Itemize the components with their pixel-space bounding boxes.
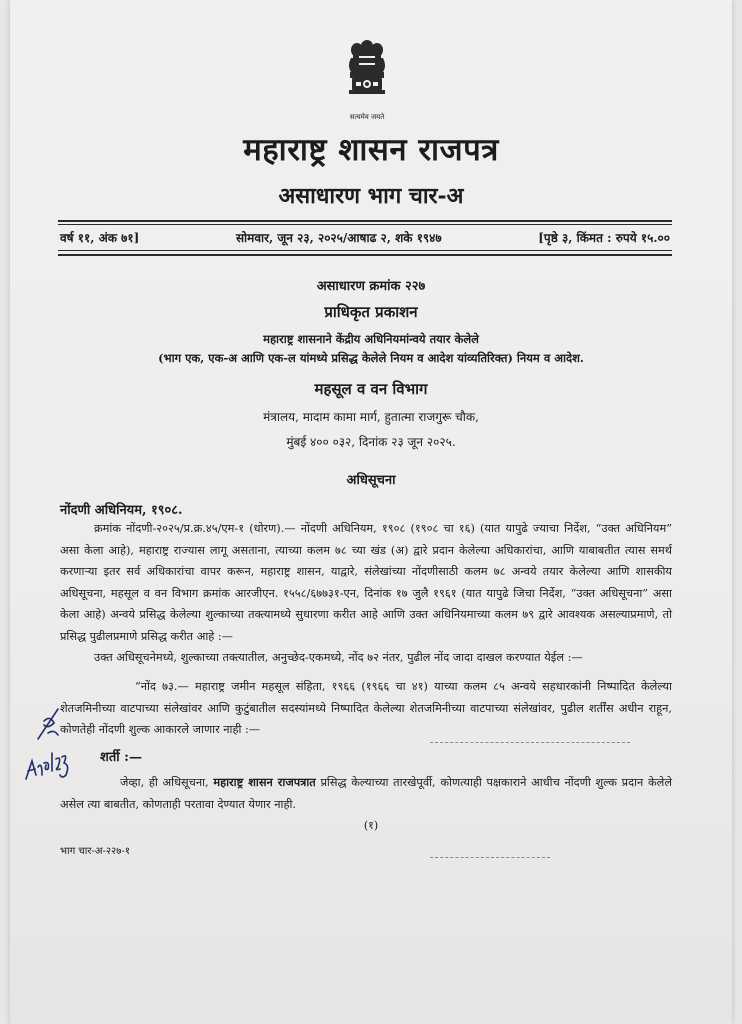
- entry-73-paragraph: “नोंद ७३.— महाराष्ट्र जमीन महसूल संहिता, १९६६ (१९६६ चा ४१) याच्या कलम ८५ अन्वये सहधारकांनी निष्पादित केलेल्या शेतजमिनीच्या वाटपाच्या संलेखांवर आणि कुटुंबातील सदस्यांमध्ये निष्पादित केलेल्या शेतजमिनीच्या वाटपाच्या संलेखांवर, पुढील शर्तींस अधीन राहून, कोणतेही नोंदणी शुल्क आकारले जाणार नाही :—: [60, 680, 672, 736]
- notification-paragraph-2: उक्त अधिसूचनेमध्ये, शुल्काच्या तक्त्यातील, अनुच्छेद-एकमध्ये, नोंद ७२ नंतर, पुढील नोंद जादा दाखल करण्यात येईल :—: [94, 651, 583, 664]
- act-title: नोंदणी अधिनियम, १९०८.: [60, 503, 183, 518]
- address-line-1: मंत्रालय, मादाम कामा मार्ग, हुतात्मा राजगुरू चौक,: [263, 410, 479, 424]
- gazette-name-bold: महाराष्ट्र शासन राजपत्रात: [213, 775, 316, 789]
- issue-price: [पृष्ठे ३, किंमत : रुपये १५.००: [538, 231, 670, 245]
- condition-text-b: प्रसिद्ध केल्याच्या तारखेपूर्वी, कोणत्याही पक्षकाराने आधीच नोंदणी शुल्क प्रदान केलेले असेल त्या बाबतीत, कोणताही परतावा देण्यात येणार नाही.: [60, 776, 672, 811]
- condition-text-a: जेव्हा, ही अधिसूचना,: [120, 776, 214, 789]
- header-rule-top: [58, 220, 672, 222]
- emblem-motto: सत्यमेव जयते: [349, 113, 385, 121]
- footer-code: भाग चार-अ-२२७-१: [60, 846, 131, 857]
- gazette-title: महाराष्ट्र शासन राजपत्र: [243, 132, 499, 168]
- state-emblem: [341, 36, 393, 128]
- ashoka-emblem-icon: [345, 36, 389, 112]
- issue-info-row: [60, 229, 670, 246]
- header-rule-bottom: [58, 254, 672, 256]
- header-rule-top-inner: [58, 224, 672, 225]
- header-rule-bottom-inner: [58, 250, 672, 251]
- conditions-heading: शर्ती :—: [100, 750, 142, 765]
- extraordinary-number: असाधारण क्रमांक २२७: [316, 279, 426, 294]
- scan-mark-1: [430, 742, 630, 743]
- page-number: (१): [363, 819, 379, 832]
- gazette-page: [10, 0, 732, 1024]
- notification-paragraph-1: क्रमांक नोंदणी-२०२५/प्र.क्र.४५/एम-१ (धोरण).— नोंदणी अधिनियम, १९०८ (१९०८ चा १६) (यात यापुढे ज्याचा निर्देश, “उक्त अधिनियम” असा केला आहे), महाराष्ट्र राज्यास लागू असताना, त्याच्या कलम ७८ च्या खंड (अ) द्वारे प्रदान केलेल्या अधिकारांचा, आणि याबाबतीत त्यास समर्थ करणाऱ्या इतर सर्व अधिकारांचा वापर करून, महाराष्ट्र शासन, याद्वारे, संलेखांच्या नोंदणीसाठी कलम ७८ अन्वये तयार केलेल्या आणि शासकीय अधिसूचना, महसूल व वन विभाग क्रमांक आरजीएन. १५५८/६७७३१-एन, दिनांक १७ जुलै १९६१ (यात यापुढे जिचा निर्देश, “उक्त अधिसूचना” असा केला आहे) अन्वये प्रसिद्ध केलेल्या शुल्काच्या तक्त्यामध्ये सुधारणा करीत आहे आणि उक्त अधिनियमाच्या कलम ७९ द्वारे आवश्यक असल्याप्रमाणे, तो प्रसिद्ध पुढीलप्रमाणे प्रसिद्ध करीत आहे :—: [60, 522, 672, 643]
- address-line-2: मुंबई ४०० ०३२, दिनांक २३ जून २०२५.: [286, 435, 456, 449]
- publication-description-1: महाराष्ट्र शासनाने केंद्रीय अधिनियमांन्वये तयार केलेले: [263, 332, 479, 346]
- notification-heading: अधिसूचना: [346, 473, 396, 488]
- condition-paragraph: [60, 772, 672, 815]
- publication-heading: प्राधिकृत प्रकाशन: [324, 303, 418, 321]
- gazette-subtitle: असाधारण भाग चार-अ: [278, 183, 464, 209]
- issue-date: सोमवार, जून २३, २०२५/आषाढ २, शके १९४७: [235, 231, 442, 245]
- department-name: महसूल व वन विभाग: [314, 380, 428, 398]
- scan-mark-2: [430, 857, 550, 858]
- handwritten-annotation: [18, 705, 78, 785]
- issue-volume: वर्ष ११, अंक ७१]: [60, 231, 140, 245]
- publication-description-2: (भाग एक, एक-अ आणि एक-ल यांमध्ये प्रसिद्ध केलेले नियम व आदेश यांव्यतिरिक्त) नियम व आदेश.: [158, 351, 584, 365]
